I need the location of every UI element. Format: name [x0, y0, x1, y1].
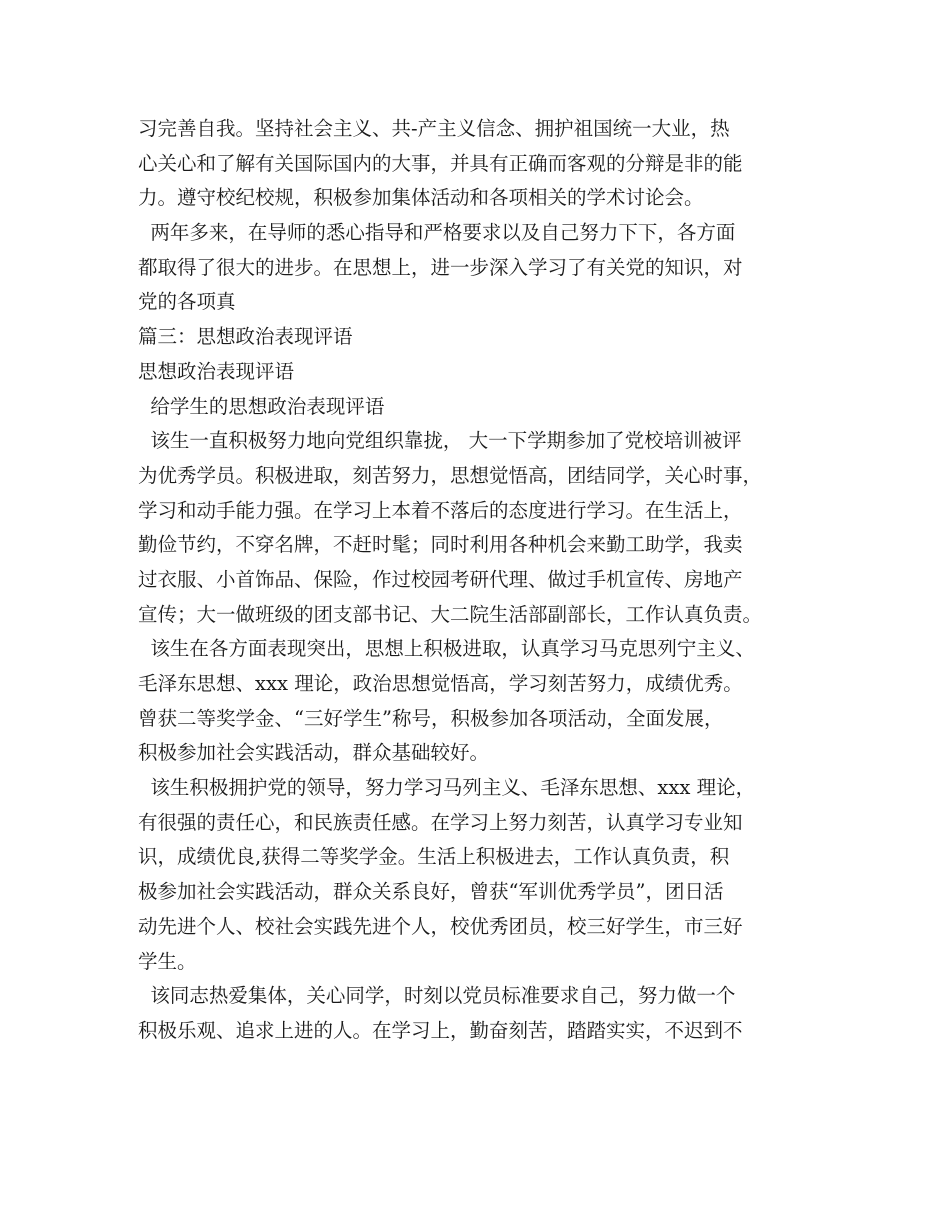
section-heading: 篇三：思想政治表现评语 — [138, 325, 353, 349]
text-line: 该生一直积极努力地向党组织靠拢， 大一下学期参加了党校培训被评 — [138, 429, 742, 453]
text-line: 两年多来，在导师的悉心指导和严格要求以及自己努力下下，各方面 — [138, 221, 736, 245]
document-body — [138, 112, 828, 1049]
text-line: 勤俭节约，不穿名牌，不赶时髦；同时利用各种机会来勤工助学，我卖 — [138, 533, 743, 557]
text-line: 心关心和了解有关国际国内的大事，并具有正确而客观的分辩是非的能 — [138, 151, 743, 175]
text-line: 习完善自我。坚持社会主义、共-产主义信念、拥护祖国统一大业，热 — [138, 117, 730, 140]
text-line: 为优秀学员。积极进取，刻苦努力，思想觉悟高，团结同学，关心时事， — [138, 463, 763, 487]
text-line: 曾获二等奖学金、“三好学生”称号，积极参加各项活动，全面发展， — [138, 706, 724, 730]
text-line: 有很强的责任心，和民族责任感。在学习上努力刻苦，认真学习专业知 — [138, 810, 743, 834]
text-line: 毛泽东思想、xxx 理论，政治思想觉悟高，学习刻苦努力，成绩优秀。 — [138, 672, 743, 695]
text-line: 学生。 — [138, 949, 197, 973]
text-line: 积极参加社会实践活动，群众基础较好。 — [138, 741, 490, 765]
text-line: 宣传；大一做班级的团支部书记、大二院生活部副部长，工作认真负责。 — [138, 602, 763, 626]
text-line: 该生积极拥护党的领导，努力学习马列主义、毛泽东思想、xxx 理论， — [138, 776, 756, 800]
text-line: 党的各项真 — [138, 290, 236, 314]
text-line: 积极乐观、追求上进的人。在学习上，勤奋刻苦，踏踏实实，不迟到不 — [138, 1018, 743, 1042]
text-line: 该同志热爱集体，关心同学，时刻以党员标准要求自己，努力做一个 — [138, 984, 736, 1008]
text-line: 力。遵守校纪校规，积极参加集体活动和各项相关的学术讨论会。 — [138, 186, 704, 210]
document-subtitle: 给学生的思想政治表现评语 — [138, 394, 385, 418]
text-line: 该生在各方面表现突出，思想上积极进取，认真学习马克思列宁主义、 — [138, 637, 755, 661]
text-line: 动先进个人、校社会实践先进个人，校优秀团员，校三好学生，市三好 — [138, 914, 743, 938]
document-title: 思想政治表现评语 — [138, 359, 295, 383]
text-line: 极参加社会实践活动，群众关系良好，曾获“军训优秀学员”，团日活 — [138, 880, 724, 904]
text-line: 学习和动手能力强。在学习上本着不落后的态度进行学习。在生活上， — [138, 498, 743, 522]
text-line: 都取得了很大的进步。在思想上，进一步深入学习了有关党的知识，对 — [138, 255, 743, 279]
text-line: 过衣服、小首饰品、保险，作过校园考研代理、做过手机宣传、房地产 — [138, 567, 743, 591]
text-line: 识，成绩优良,获得二等奖学金。生活上积极进去，工作认真负责，积 — [138, 845, 730, 869]
